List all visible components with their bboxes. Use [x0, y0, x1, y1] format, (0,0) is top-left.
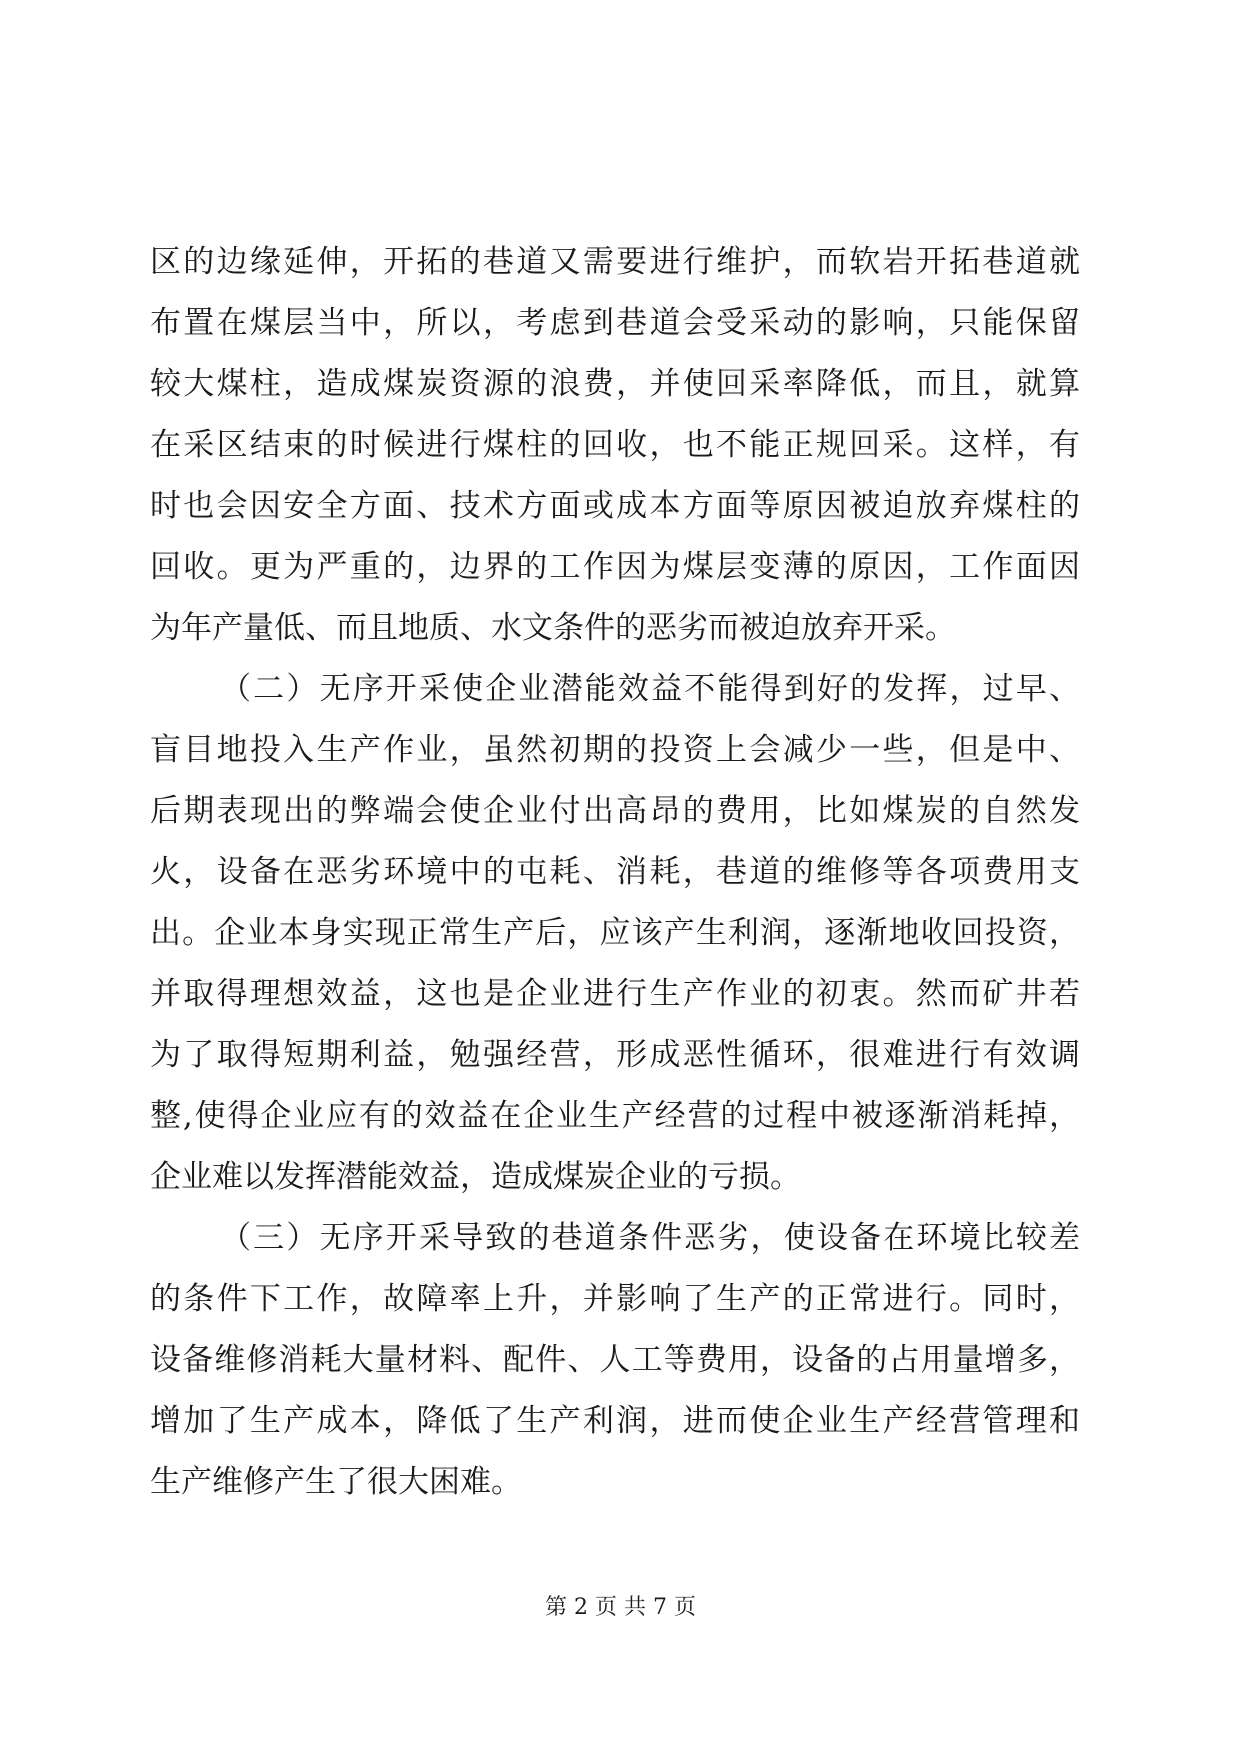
text-line: 布置在煤层当中，所以，考虑到巷道会受采动的影响，只能保留: [150, 305, 1080, 341]
text-line: 后期表现出的弊端会使企业付出高昂的费用，比如煤炭的自然发: [150, 793, 1080, 829]
text-line: 增加了生产成本，降低了生产利润，进而使企业生产经营管理和: [150, 1403, 1080, 1439]
text-line: 回收。更为严重的，边界的工作因为煤层变薄的原因，工作面因: [150, 549, 1080, 585]
text-line: 较大煤柱，造成煤炭资源的浪费，并使回采率降低，而且，就算: [150, 366, 1080, 402]
text-line: 整,使得企业应有的效益在企业生产经营的过程中被逐渐消耗掉，: [150, 1098, 1080, 1134]
text-line: 为年产量低、而且地质、水文条件的恶劣而被迫放弃开采。: [150, 610, 956, 646]
text-line: 火，设备在恶劣环境中的屯耗、消耗，巷道的维修等各项费用支: [150, 854, 1080, 890]
page-number-footer: 第 2 页 共 7 页: [545, 1595, 696, 1620]
text-line: 设备维修消耗大量材料、配件、人工等费用，设备的占用量增多，: [150, 1342, 1080, 1378]
text-line: 生产维修产生了很大困难。: [150, 1464, 522, 1500]
text-line: 为了取得短期利益，勉强经营，形成恶性循环，很难进行有效调: [150, 1037, 1080, 1073]
text-line: 在采区结束的时候进行煤柱的回收，也不能正规回采。这样，有: [150, 427, 1080, 463]
text-line: 的条件下工作，故障率上升，并影响了生产的正常进行。同时，: [150, 1281, 1080, 1317]
paragraph: [150, 1208, 1080, 1513]
text-line: 出。企业本身实现正常生产后，应该产生利润，逐渐地收回投资，: [150, 915, 1080, 951]
text-line: 时也会因安全方面、技术方面或成本方面等原因被迫放弃煤柱的: [150, 488, 1080, 524]
text-line: 并取得理想效益，这也是企业进行生产作业的初衷。然而矿井若: [150, 976, 1080, 1012]
text-line: 企业难以发挥潜能效益，造成煤炭企业的亏损。: [150, 1159, 801, 1195]
paragraph: [150, 659, 1080, 1208]
text-line: 区的边缘延伸，开拓的巷道又需要进行维护，而软岩开拓巷道就: [150, 244, 1080, 280]
document-body: [150, 232, 1080, 1513]
text-line: （二）无序开采使企业潜能效益不能得到好的发挥，过早、: [220, 671, 1080, 707]
paragraph: [150, 232, 1080, 659]
text-line: （三）无序开采导致的巷道条件恶劣，使设备在环境比较差: [220, 1220, 1080, 1256]
text-line: 盲目地投入生产作业，虽然初期的投资上会减少一些，但是中、: [150, 732, 1080, 768]
